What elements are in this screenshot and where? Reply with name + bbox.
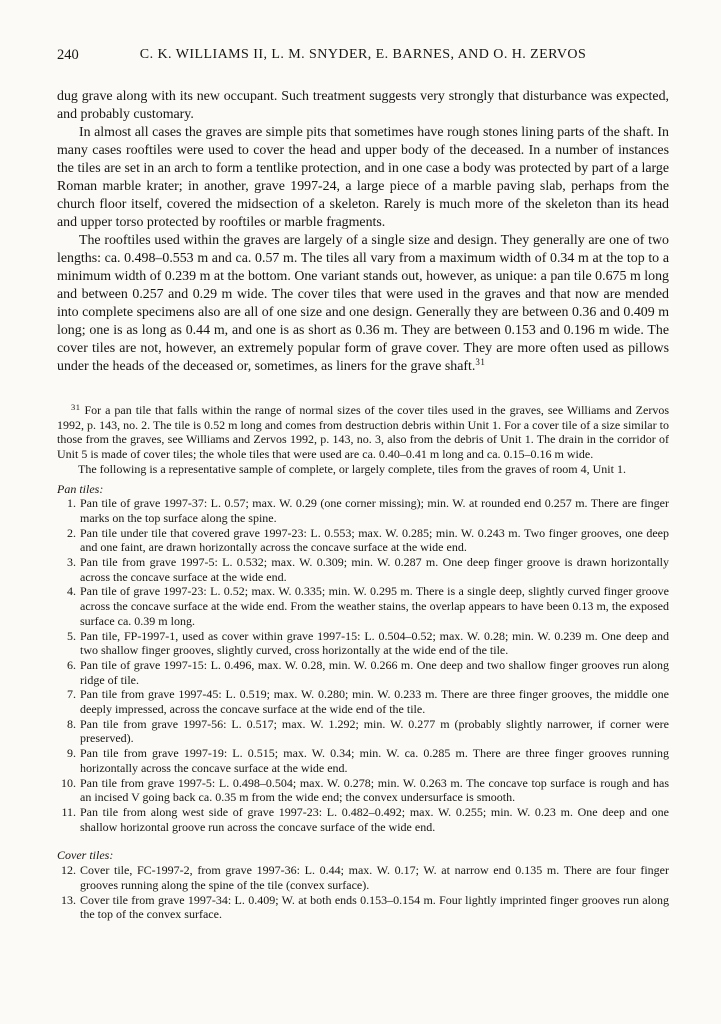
item-text: Cover tile, FC-1997-2, from grave 1997-36: L. 0.44; max. W. 0.17; W. at narrow end 0.135 m. There are four finger grooves running along the spine of the tile (convex surface). <box>80 863 669 892</box>
item-number: 12. <box>61 863 76 878</box>
running-header <box>57 47 669 63</box>
item-text: Pan tile from grave 1997-5: L. 0.498–0.504; max. W. 0.278; min. W. 0.263 m. The concave top surface is rough and has an incised V going back ca. 0.35 m from the wide end; the convex undersurface is smooth. <box>80 775 669 805</box>
list-item <box>57 893 669 922</box>
list-item <box>57 805 669 834</box>
list-item <box>57 687 669 716</box>
item-number: 7. <box>67 687 76 702</box>
list-item <box>57 863 669 892</box>
list-item <box>57 555 669 584</box>
item-number: 1. <box>67 496 76 511</box>
running-head-authors: C. K. WILLIAMS II, L. M. SNYDER, E. BARNES, AND O. H. ZERVOS <box>139 47 587 62</box>
item-text: Pan tile of grave 1997-15: L. 0.496, max. W. 0.28, min. W. 0.266 m. One deep and two shallow finger grooves run along ridge of tile. <box>80 657 669 687</box>
footnote-31 <box>57 403 669 462</box>
item-text: Pan tile under tile that covered grave 1997-23: L. 0.553; max. W. 0.285; min. W. 0.243 m. Two finger grooves, one deep and one faint, are drawn horizontally across the concave surface at the wide end. <box>80 525 669 555</box>
list-item <box>57 584 669 628</box>
footnote-marker: 31 <box>71 402 81 412</box>
item-number: 9. <box>67 746 76 761</box>
paragraph-continuation: dug grave along with its new occupant. Such treatment suggests very strongly that disturbance was expected, and probably customary. <box>57 89 669 122</box>
item-text: Pan tile of grave 1997-23: L. 0.52; max. W. 0.335; min. W. 0.295 m. There is a single deep, slightly curved finger groove across the concave surface at the wide end. From the weather stains, the overlap appears to have been 0.13 m, the exposed surface ca. 0.39 m long. <box>80 584 669 628</box>
footnotes-block <box>57 403 669 922</box>
item-text: Pan tile of grave 1997-37: L. 0.57; max. W. 0.29 (one corner missing); min. W. at rounded end 0.257 m. There are finger marks on the top surface along the spine. <box>80 496 669 525</box>
item-text: Pan tile from grave 1997-56: L. 0.517; max. W. 1.292; min. W. 0.277 m (probably slightly narrower, if corner were preserved). <box>80 716 669 746</box>
item-number: 10. <box>61 775 76 790</box>
item-number: 6. <box>67 657 76 672</box>
pan-tiles-list <box>57 496 669 834</box>
item-number: 4. <box>67 584 76 599</box>
item-number: 11. <box>61 804 76 819</box>
list-item <box>57 496 669 525</box>
item-text: Cover tile from grave 1997-34: L. 0.409; W. at both ends 0.153–0.154 m. Four lightly imprinted finger grooves run along the top of the convex surface. <box>80 892 669 922</box>
list-item <box>57 629 669 658</box>
list-item <box>57 717 669 746</box>
page-number: 240 <box>57 47 79 63</box>
cover-tiles-list <box>57 863 669 922</box>
list-item <box>57 526 669 555</box>
item-text: Pan tile, FP-1997-1, used as cover within grave 1997-15: L. 0.504–0.52; max. W. 0.28; min. W. 0.239 m. One deep and two shallow finger grooves, slightly curved, cross horizontally at the wide end of the tile. <box>80 628 669 658</box>
list-item <box>57 746 669 775</box>
body-text <box>57 88 669 376</box>
item-text: Pan tile from grave 1997-5: L. 0.532; max. W. 0.309; min. W. 0.287 m. One deep finger groove is drawn horizontally across the concave surface at the wide end. <box>80 555 669 584</box>
cover-tiles-heading: Cover tiles: <box>57 848 114 863</box>
item-number: 5. <box>67 628 76 643</box>
item-text: Pan tile from grave 1997-45: L. 0.519; max. W. 0.280; min. W. 0.233 m. There are three finger grooves, the middle one deeply impressed, across the concave surface at the wide end of the tile. <box>80 687 669 717</box>
item-text: Pan tile from along west side of grave 1997-23: L. 0.482–0.492; max. W. 0.255; min. W. 0.23 m. One deep and one shallow horizontal groove run across the concave surface of the wide end. <box>80 804 669 834</box>
paragraph: In almost all cases the graves are simple pits that sometimes have rough stones lining parts of the shaft. In many cases rooftiles were used to cover the head and upper body of the deceased. In a number of instances the tiles are set in an arch to form a tentlike protection, and in one case a body was protected by part of a large Roman marble krater; in another, grave 1997-24, a large piece of a marble paving slab, perhaps from the church floor itself, covered the midsection of a skeleton. Rarely is much more of the skeleton than its head and upper torso protected by rooftiles or marble fragments. <box>57 125 669 230</box>
item-text: Pan tile from grave 1997-19: L. 0.515; max. W. 0.34; min. W. ca. 0.285 m. There are three finger grooves running horizontally across the concave surface at the wide end. <box>80 746 669 775</box>
list-item <box>57 776 669 805</box>
footnote-reference: 31 <box>475 357 486 367</box>
pan-tiles-heading: Pan tiles: <box>57 481 104 496</box>
footnote-intro: The following is a representative sample of complete, or largely complete, tiles from the graves of room 4, Unit 1. <box>78 461 626 476</box>
item-number: 3. <box>67 555 76 570</box>
item-number: 2. <box>67 525 76 540</box>
item-number: 8. <box>67 716 76 731</box>
paragraph <box>57 232 669 376</box>
footnote-text: For a pan tile that falls within the range of normal sizes of the cover tiles used in the graves, see Williams and Zervos 1992, p. 143, no. 2. The tile is 0.52 m long and comes from destruction debris within Unit 1. For a cover tile of a size similar to those from the graves, see Williams and Zervos 1992, p. 143, no. 3, also from the debris of Unit 1. The drain in the corridor of Unit 5 is made of cover tiles; the whole tiles that were used are ca. 0.40–0.41 m long and ca. 0.15–0.16 m wide. <box>57 403 669 462</box>
item-number: 13. <box>61 892 76 907</box>
paragraph-text: The rooftiles used within the graves are largely of a single size and design. They generally are one of two lengths: ca. 0.498–0.553 m and ca. 0.57 m. The tiles all vary from a maximum width of 0.34 m at the top to a minimum width of 0.239 m at the bottom. One variant stands out, however, as unique: a pan tile 0.675 m long and between 0.257 and 0.29 m wide. The cover tiles that were used in the graves and that now are mended into complete specimens also are all of one size and one design. Generally they are between 0.36 and 0.409 m long; one is as long as 0.44 m, and one is as short as 0.36 m. They are between 0.153 and 0.196 m wide. The cover tiles are not, however, an extremely popular form of grave cover. They are more often used as pillows under the heads of the deceased or, sometimes, as liners for the grave shaft. <box>57 233 669 374</box>
list-item <box>57 658 669 687</box>
